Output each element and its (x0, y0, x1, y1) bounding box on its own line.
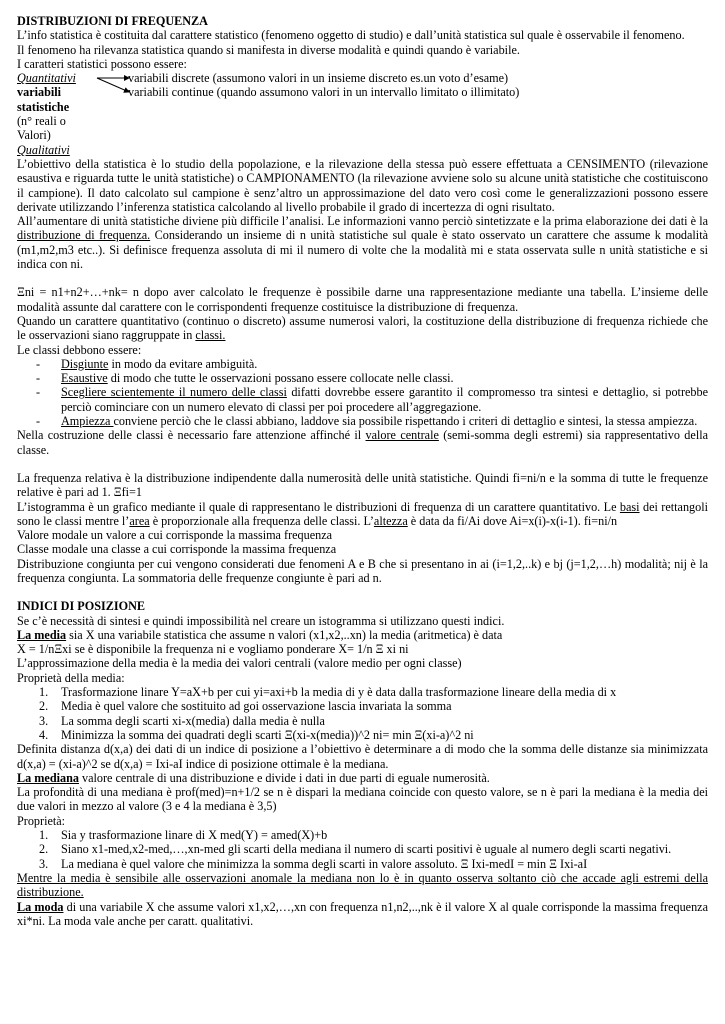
branch-arrows (17, 71, 147, 103)
media-property-item (17, 685, 708, 699)
quantitative-sub-4: Valori) (17, 128, 51, 143)
term-la-media: La media (17, 627, 67, 642)
term-altezza: altezza (373, 513, 408, 528)
list-item-text: in modo da evitare ambiguità. (108, 356, 258, 371)
quantitative-sub-1: variabili (17, 85, 62, 100)
term-la-mediana: La mediana (17, 770, 79, 785)
media-property-item (17, 714, 708, 728)
document-body (17, 14, 708, 928)
term-area: area (129, 513, 150, 528)
paragraph-valore-modale: Valore modale un valore a cui corrisponde la massima frequenza (17, 528, 333, 543)
mediana-properties-list (17, 828, 708, 871)
quantitative-diagram (17, 71, 708, 142)
paragraph-mediana: La mediana valore centrale di una distribuzione e divide i dati in due parti di eguale numerosità. (17, 770, 490, 785)
list-marker: - (36, 385, 41, 400)
list-marker: 3. (39, 713, 49, 728)
list-marker: 2. (39, 699, 49, 714)
list-item-term: Ampiezza (61, 414, 114, 429)
paragraph-formula-frequenze: Ξni = n1+n2+…+nk= n dopo aver calcolato le frequenze è possibile darne una rappresentazione mediante una tabella. L’insieme delle modalità assunte dal carattere con le corrispondenti frequenze costituisce la distribuzione di frequenza. (17, 285, 708, 314)
qualitative-label: Qualitativi (17, 142, 70, 157)
paragraph-quantitativo: Quando un carattere quantitativo (continuo o discreto) assume numerosi valori, la costituzione della distribuzione di frequenza richiede che le osservazioni siano raggruppate in classi. (17, 313, 708, 343)
list-item-text: Siano x1-med,x2-med,…,xn-med gli scarti della mediana il numero di scarti positivi è uguale al numero degli scarti negativi. (61, 842, 672, 857)
list-marker: - (36, 371, 41, 386)
list-item-term: Esaustive (61, 371, 108, 386)
classi-list (17, 357, 708, 428)
quantitative-sub-2: statistiche (17, 99, 70, 114)
list-marker: - (36, 414, 41, 429)
classi-list-item (17, 385, 708, 414)
intro-paragraph-3: I caratteri statistici possono essere: (17, 56, 187, 71)
arrow-to-continuous (97, 78, 129, 92)
classi-list-item (17, 357, 708, 371)
quantitative-option-discrete: variabili discrete (assumono valori in un insieme discreto es.un voto d’esame) (128, 71, 509, 86)
quantitative-sub-3: (n° reali o (17, 114, 66, 129)
section-title-indici: INDICI DI POSIZIONE (17, 599, 145, 614)
list-item-text: Media è quel valore che sostituito ad goi osservazione lascia invariata la somma (61, 699, 452, 714)
paragraph-aumentare: All’aumentare di unità statistiche diviene più difficile l’analisi. Le informazioni vanno perciò sintetizzate e la prima elaborazione dei dati è la distribuzione di frequenza. Considerando un insieme di n unità statistiche sul quale è stato osservato un carattere che assume k modalità (m1,m2,m3 etc..). Si definisce frequenza assoluta di mi il numero di volte che la modalità mi e stata osservata sulle n unità statistiche e si indica con ni. (17, 214, 708, 272)
classi-list-item (17, 371, 708, 385)
quantitative-label: Quantitativi (17, 71, 76, 86)
list-item-text: di modo che tutte le osservazioni possano essere collocate nelle classi. (107, 371, 454, 386)
paragraph-frequenza-relativa: La frequenza relativa è la distribuzione indipendente dalla numerosità delle unità statistiche. Quindi fi=ni/n e la somma di tutte le frequenze relative è pari ad 1. Ξfi=1 (17, 470, 708, 500)
list-marker: 2. (39, 842, 49, 857)
paragraph-costruzione: Nella costruzione delle classi è necessario fare attenzione affinché il valore centrale (semi-somma degli estremi) sia rappresentativo della classe. (17, 428, 708, 457)
paragraph-distanza: Definita distanza d(x,a) dei dati di un indice di posizione a l’obiettivo è determinare a di modo che la somma delle distanze sia minimizzata d(x,a) = (xi-a)^2 se d(x,a) = Ixi-aI indice di posizione ottimale è la mediana. (17, 742, 708, 771)
paragraph-congiunta: Distribuzione congiunta per cui vengono considerati due fenomeni A e B che si presentano in ai (i=1,2,..k) e bj (j=1,2,…h) modalità; nij è la frequenza congiunta. La sommatoria delle frequenze congiunte è pari ad n. (17, 556, 708, 585)
term-valore-centrale: valore centrale (365, 428, 439, 443)
term-basi: basi (619, 499, 640, 514)
paragraph-istogramma: L’istogramma è un grafico mediante il quale di rappresentano le distribuzioni di frequenza di un carattere quantitativo. Le basi dei rettangoli sono le classi mentre l’area è proporzionale alla frequenza delle classi. L’altezza è data da fi/Ai dove Ai=x(i)-x(i-1). fi=ni/n (17, 499, 708, 528)
list-item-text: La somma degli scarti xi-x(media) dalla media è nulla (61, 713, 325, 728)
list-item-term: Disgiunte (61, 356, 109, 371)
section-title-distribuzioni: DISTRIBUZIONI DI FREQUENZA (17, 14, 208, 28)
list-item-text: conviene perciò che le classi abbiano, laddove sia possibile rispettando i criteri di dettaglio e sintesi, la stessa ampiezza. (113, 414, 698, 429)
paragraph-media: La media sia X una variabile statistica che assume n valori (x1,x2,..xn) la media (aritmetica) è data (17, 627, 503, 642)
media-properties-intro: Proprietà della media: (17, 670, 125, 685)
paragraph-obiettivo: L’obiettivo della statistica è lo studio della popolazione, e la rilevazione della stessa può essere effettuata a CENSIMENTO (rilevazione esaustiva e riguarda tutte le unità statistiche) o CAMPIONAMENTO (la rilevazione avviene solo su alcune unità statistiche che costituiscono il campione). Il dato calcolato sul campione è senz’altro un approssimazione del dato vero così come le generalizzazioni possono essere derivate utilizzando l’inferenza statistica calcolando al livello probabile il grado di incertezza di ogni risultato. (17, 156, 708, 214)
classi-list-item (17, 414, 708, 428)
list-marker: 1. (39, 828, 49, 843)
term-distribuzione-frequenza: distribuzione di frequenza. (17, 228, 151, 243)
paragraph-sensibile: Mentre la media è sensibile alle osservazioni anomale la mediana non lo è in quanto osserva soltanto ciò che accade agli estremi della distribuzione. (17, 870, 708, 900)
mediana-property-item (17, 857, 708, 871)
indici-intro: Se c’è necessità di sintesi e quindi impossibilità nel creare un istogramma si utilizzano questi indici. (17, 613, 505, 628)
list-item-text: difatti dovrebbe essere garantito il compromesso tra sintesi e dettaglio, si potrebbe perciò cominciare con un numero elevato di classi per poi procedere all’aggregazione. (61, 385, 709, 414)
media-properties-list (17, 685, 708, 742)
paragraph-moda: La moda di una variabile X che assume valori x1,x2,…,xn con frequenza n1,n2,..,nk è il valore X al quale corrisponde la massima frequenza xi*ni. La moda vale anche per caratt. qualitativi. (17, 899, 709, 928)
paragraph-media-approssimazione: L’approssimazione della media è la media dei valori centrali (valore medio per ogni classe) (17, 656, 462, 671)
mediana-property-item (17, 842, 708, 856)
list-item-text: La mediana è quel valore che minimizza la somma degli scarti in valore assoluto. Ξ Ixi-medI = min Ξ Ixi-aI (61, 856, 588, 871)
list-marker: 1. (39, 685, 49, 700)
list-item-text: Trasformazione linare Y=aX+b per cui yi=axi+b la media di y è data dalla trasformazione lineare della media di x (61, 685, 617, 700)
list-item-term: Scegliere scientemente il numero delle classi (61, 385, 287, 400)
term-classi: classi. (195, 328, 226, 343)
paragraph-media-formula: X = 1/nΞxi se è disponibile la frequenza ni e vogliamo ponderare X= 1/n Ξ xi ni (17, 642, 409, 657)
list-marker: 3. (39, 856, 49, 871)
intro-paragraph-1: L’info statistica è costituita dal carattere statistico (fenomeno oggetto di studio) e dall’unità statistica sul quale è osservabile il fenomeno. (17, 28, 685, 43)
list-item-text: Sia y trasformazione linare di X med(Y) = amed(X)+b (61, 828, 328, 843)
term-la-moda: La moda (17, 899, 64, 914)
media-property-item (17, 728, 708, 742)
paragraph-classe-modale: Classe modale una classe a cui corrisponde la massima frequenza (17, 542, 337, 557)
media-property-item (17, 699, 708, 713)
quantitative-option-continuous: variabili continue (quando assumono valori in un intervallo limitato o illimitato) (128, 85, 520, 100)
paragraph-profondita: La profondità di una mediana è prof(med)=n+1/2 se n è dispari la mediana coincide con questo valore, se n è pari la mediana è la media dei due valori in mezzo al valore (3 e 4 la mediana è 3,5) (17, 785, 708, 814)
mediana-properties-intro: Proprietà: (17, 813, 66, 828)
list-marker: - (36, 356, 41, 371)
intro-paragraph-2: Il fenomeno ha rilevanza statistica quando si manifesta in diverse modalità e quindi quando è variabile. (17, 42, 520, 57)
list-item-text: Minimizza la somma dei quadrati degli scarti Ξ(xi-x(media))^2 ni= min Ξ(xi-a)^2 ni (61, 727, 474, 742)
mediana-property-item (17, 828, 708, 842)
list-marker: 4. (39, 727, 49, 742)
classi-intro: Le classi debbono essere: (17, 342, 142, 357)
